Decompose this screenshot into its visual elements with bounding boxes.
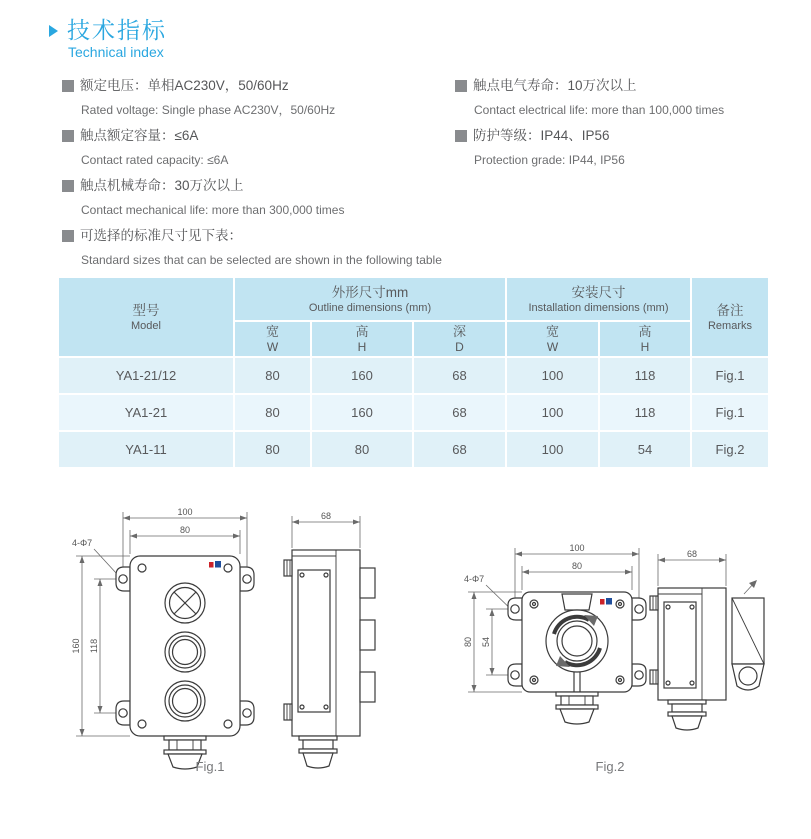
cell-remark: Fig.1 [691, 357, 769, 394]
sub-header-ih: 高 H [599, 321, 691, 357]
spec-zh-text: 触点机械寿命：30万次以上 [80, 178, 244, 193]
fig1-front-drawing [68, 504, 268, 759]
side-stubs [650, 596, 658, 684]
spec-item [62, 73, 454, 122]
svg-text:68: 68 [320, 511, 332, 521]
cable-gland [299, 736, 337, 768]
svg-text:118: 118 [89, 638, 99, 654]
spec-list-left [62, 73, 454, 273]
svg-text:100: 100 [177, 507, 193, 517]
spec-item [455, 123, 805, 172]
bullet-square-icon [62, 180, 74, 192]
cell-model: YA1-21 [58, 394, 234, 431]
bullet-square-icon [455, 130, 467, 142]
spec-list-right [455, 73, 805, 173]
bullet-square-icon [455, 80, 467, 92]
svg-text:100: 100 [569, 543, 585, 553]
cell-model: YA1-11 [58, 431, 234, 468]
mushroom-button-side [732, 580, 764, 690]
cell-remark: Fig.1 [691, 394, 769, 431]
spec-en-text: Contact rated capacity: ≤6A [81, 153, 229, 167]
col-header-model: 型号 Model [58, 277, 234, 357]
svg-text:80: 80 [463, 636, 473, 648]
page-title-en: Technical index [68, 44, 164, 60]
holes-label: 4-Φ7 [72, 538, 93, 548]
svg-text:68: 68 [686, 549, 698, 559]
col-header-remarks: 备注 Remarks [691, 277, 769, 357]
col-group-outline: 外形尺寸mm Outline dimensions (mm) [234, 277, 506, 321]
spec-en-text: Rated voltage: Single phase AC230V，50/60Hz [81, 103, 336, 117]
sub-header-iw: 宽 W [506, 321, 599, 357]
table-row: YA1-11 80 80 68 100 54 Fig.2 [58, 431, 769, 468]
spec-item [62, 123, 454, 172]
spec-zh-text: 额定电压：单相AC230V，50/60Hz [80, 78, 289, 93]
spec-zh-text: 触点额定容量：≤6A [80, 128, 199, 143]
cell-model: YA1-21/12 [58, 357, 234, 394]
spec-item [62, 223, 454, 272]
sub-header-d: 深 D [413, 321, 506, 357]
spec-zh-text: 可选择的标准尺寸见下表： [80, 228, 242, 243]
button-bumps [360, 568, 375, 702]
section-arrow-icon [49, 25, 58, 37]
spec-en-text: Contact mechanical life: more than 300,000 times [81, 203, 345, 217]
cable-gland [668, 700, 706, 730]
svg-text:54: 54 [481, 636, 491, 648]
cable-gland [556, 692, 598, 724]
fig2-front-drawing [460, 540, 660, 755]
table-row: YA1-21/12 80 160 68 100 118 Fig.1 [58, 357, 769, 394]
spec-zh-text: 防护等级：IP44、IP56 [473, 128, 610, 143]
spec-zh-text: 触点电气寿命：10万次以上 [473, 78, 637, 93]
bullet-square-icon [62, 230, 74, 242]
spec-en-text: Contact electrical life: more than 100,000 times [474, 103, 725, 117]
side-stubs [284, 560, 292, 720]
bullet-square-icon [62, 80, 74, 92]
col-group-install: 安装尺寸 Installation dimensions (mm) [506, 277, 691, 321]
spec-en-text: Standard sizes that can be selected are shown in the following table [81, 253, 442, 267]
enclosure-side-body [292, 550, 360, 736]
fig1-side-drawing [272, 508, 392, 758]
sub-header-h: 高 H [311, 321, 413, 357]
svg-text:80: 80 [179, 525, 191, 535]
fig1-caption: Fig.1 [195, 759, 225, 774]
fig2-caption: Fig.2 [595, 759, 625, 774]
fig2-side-drawing [638, 546, 773, 761]
table-row: YA1-21 80 160 68 100 118 Fig.1 [58, 394, 769, 431]
bullet-square-icon [62, 130, 74, 142]
page-title-zh: 技术指标 [67, 17, 167, 43]
spec-item [62, 173, 454, 222]
holes-label: 4-Φ7 [464, 574, 485, 584]
svg-text:160: 160 [71, 638, 81, 654]
svg-text:80: 80 [571, 561, 583, 571]
cell-remark: Fig.2 [691, 431, 769, 468]
spec-item [455, 73, 805, 122]
dimensions-table [57, 276, 770, 469]
spec-en-text: Protection grade: IP44, IP56 [474, 153, 625, 167]
sub-header-w: 宽 W [234, 321, 311, 357]
